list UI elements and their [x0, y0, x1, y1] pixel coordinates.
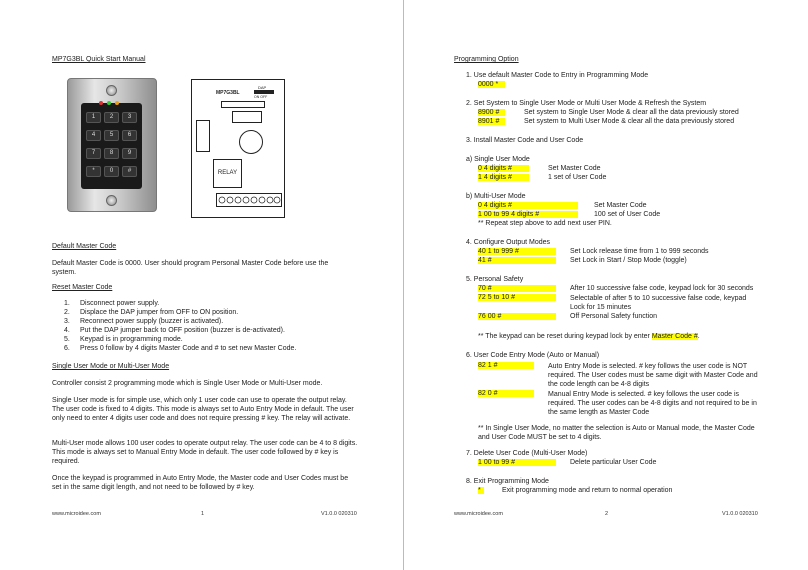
- list-item: [64, 344, 296, 353]
- code-70: 70 #: [478, 285, 556, 292]
- paragraph-1: Controller consist 2 programming mode which is Single User Mode or Multi-User mode.: [52, 380, 323, 387]
- desc-41: Set Lock in Start / Stop Mode (toggle): [570, 257, 687, 264]
- step-text: Keypad is in programming mode.: [80, 336, 183, 343]
- multi-user-desc: 100 set of User Code: [594, 211, 661, 218]
- step-1: 1. Use default Master Code to Entry in Programming Mode: [466, 72, 649, 79]
- footer-version: V1.0.0 020310: [722, 511, 758, 517]
- footer-website: www.microidee.com: [454, 511, 503, 517]
- key-1: 1: [86, 112, 101, 123]
- page-2: [404, 0, 808, 570]
- key-star: *: [86, 166, 101, 177]
- desc-70: After 10 successive false code, keypad lock for 30 seconds: [570, 285, 754, 292]
- code-41: 41 #: [478, 257, 556, 264]
- step-b: b) Multi-User Mode: [466, 193, 526, 200]
- jumper-label: DAP: [258, 85, 267, 90]
- step-7: 7. Delete User Code (Multi-User Mode): [466, 450, 588, 457]
- step-6: 6. User Code Entry Mode (Auto or Manual): [466, 352, 600, 359]
- screw-top: [106, 85, 117, 96]
- component: [232, 111, 262, 123]
- safety-note-end: .: [697, 333, 700, 340]
- buzzer: [239, 130, 263, 154]
- footer-version: V1.0.0 020310: [321, 511, 357, 517]
- code-8901: 8901 #: [478, 118, 505, 125]
- key-7: 7: [86, 148, 101, 159]
- code-76: 76 00 #: [478, 313, 556, 320]
- screw-bottom: [106, 195, 117, 206]
- list-item: [64, 308, 296, 317]
- key-9: 9: [122, 148, 137, 159]
- paragraph-3: Multi-User mode allows 100 user codes to operate output relay. The user code can be 4 to 8 digits. This mode is always set to Manual Entry Mode in default. The user code followed by # key is required.: [52, 440, 358, 465]
- led-red: [99, 101, 103, 105]
- step-2: 2. Set System to Single User Mode or Multi User Mode & Refresh the System: [466, 100, 707, 107]
- code-82-1: 82 1 #: [478, 362, 534, 369]
- desc-76: Off Personal Safety function: [570, 313, 658, 320]
- dap-jumper: [254, 90, 274, 94]
- step-number: 2.: [64, 309, 70, 316]
- board-label: MP7G3BL: [216, 90, 240, 96]
- code-82-0: 82 0 #: [478, 390, 534, 397]
- step-3: 3. Install Master Code and User Code: [466, 137, 584, 144]
- safety-note-text: ** The keypad can be reset during keypad lock by enter: [478, 333, 652, 340]
- exit-desc: Exit programming mode and return to normal operation: [502, 487, 673, 494]
- list-item: [64, 326, 296, 335]
- safety-note-highlight: Master Code #: [651, 333, 698, 340]
- single-master-desc: Set Master Code: [548, 165, 601, 172]
- relay-box: RELAY: [213, 159, 242, 188]
- step-number: 6.: [64, 345, 70, 352]
- step-number: 4.: [64, 327, 70, 334]
- desc-82-0: Manual Entry Mode is selected. # key follows the user code is required. The user codes can be 4-8 digits and not required to be in the same length as Master Code: [548, 391, 757, 416]
- key-hash: #: [122, 166, 137, 177]
- led-green: [107, 101, 111, 105]
- step-text: Reconnect power supply (buzzer is activated).: [80, 318, 224, 325]
- entry-mode-note: ** In Single User Mode, no matter the selection is Auto or Manual mode, the Master Code and User Code MUST be set to 4 digits.: [478, 425, 755, 441]
- multi-master-desc: Set Master Code: [594, 202, 647, 209]
- code-40: 40 1 to 999 #: [478, 248, 556, 255]
- delete-code: 1 00 to 99 #: [478, 459, 556, 466]
- footer-website: www.microidee.com: [52, 511, 101, 517]
- key-0: 0: [104, 166, 119, 177]
- step-1-code: 0000 *: [478, 81, 505, 88]
- list-item: [64, 317, 296, 326]
- exit-code: *: [478, 487, 484, 494]
- step-text: Displace the DAP jumper from OFF to ON position.: [80, 309, 239, 316]
- code-72: 72 5 to 10 #: [478, 294, 556, 301]
- code-8900: 8900 #: [478, 109, 505, 116]
- desc-72: Selectable of after 5 to 10 successive false code, keypad Lock for 15 minutes: [570, 295, 747, 311]
- page-1: [0, 0, 403, 570]
- step-text: Disconnect power supply.: [80, 300, 160, 307]
- multi-user-code: 1 00 to 99 4 digits #: [478, 211, 578, 218]
- mode-heading: Single User Mode or Multi-User Mode: [52, 363, 170, 370]
- step-4: 4. Configure Output Modes: [466, 239, 551, 246]
- step-5: 5. Personal Safety: [466, 276, 524, 283]
- keypad-keys: [81, 103, 142, 189]
- single-master-code: 0 4 digits #: [478, 165, 529, 172]
- desc-8901: Set system to Multi User Mode & clear all the data previously stored: [524, 118, 735, 125]
- key-2: 2: [104, 112, 119, 123]
- step-text: Press 0 follow by 4 digits Master Code and # to set new Master Code.: [80, 345, 297, 352]
- footer-page-number: 1: [201, 511, 205, 517]
- desc-8900: Set system to Single User Mode & clear all the data previously stored: [524, 109, 739, 116]
- step-number: 5.: [64, 336, 70, 343]
- step-text: Put the DAP jumper back to OFF position (buzzer is de-activated).: [80, 327, 285, 334]
- safety-note: [478, 333, 700, 340]
- paragraph-2: Single User mode is for simple use, which only 1 user code can use to operate the output relay. The user code is fixed to 4 digits. This mode is always set to Auto Entry Mode in default. The user only need to enter 4 digits user code and does not require pressing # key. The relay will activate.: [52, 397, 354, 422]
- reset-master-heading: Reset Master Code: [52, 284, 113, 291]
- footer-page-number: 2: [605, 511, 609, 517]
- multi-note: ** Repeat step above to add next user PIN.: [478, 220, 612, 227]
- single-user-code: 1 4 digits #: [478, 174, 529, 181]
- step-number: 3.: [64, 318, 70, 325]
- key-6: 6: [122, 130, 137, 141]
- desc-40: Set Lock release time from 1 to 999 seconds: [570, 248, 709, 255]
- key-8: 8: [104, 148, 119, 159]
- capacitor: [196, 120, 210, 152]
- programming-title: Programming Option: [454, 56, 519, 63]
- default-master-text: Default Master Code is 0000. User should program Personal Master Code before use the system.: [52, 260, 329, 276]
- list-item: [64, 299, 296, 308]
- step-8: 8. Exit Programming Mode: [466, 478, 549, 485]
- chip: [221, 101, 265, 108]
- multi-master-code: 0 4 digits #: [478, 202, 578, 209]
- paragraph-4: Once the keypad is programmed in Auto Entry Mode, the Master code and User Codes must be set in the same digit length, and not need to be followed by # key.: [52, 475, 349, 491]
- terminal-block: [216, 193, 282, 207]
- key-4: 4: [86, 130, 101, 141]
- default-master-heading: Default Master Code: [52, 243, 117, 250]
- key-5: 5: [104, 130, 119, 141]
- list-item: [64, 335, 296, 344]
- delete-desc: Delete particular User Code: [570, 459, 657, 466]
- jumper-pins: ON OFF: [254, 95, 268, 99]
- terminal-screws: [217, 194, 281, 206]
- circuit-board-diagram: [191, 79, 285, 218]
- manual-title: MP7G3BL Quick Start Manual: [52, 56, 146, 63]
- desc-82-1: Auto Entry Mode is selected. # key follows the user code is NOT required. The User codes must be same digit with Master Code and the code length can be 4-8 digits: [548, 363, 758, 388]
- keypad-photo: [67, 78, 157, 212]
- step-number: 1.: [64, 300, 70, 307]
- reset-steps-list: [64, 299, 296, 353]
- led-amber: [115, 101, 119, 105]
- single-user-desc: 1 set of User Code: [548, 174, 607, 181]
- key-3: 3: [122, 112, 137, 123]
- step-a: a) Single User Mode: [466, 156, 530, 163]
